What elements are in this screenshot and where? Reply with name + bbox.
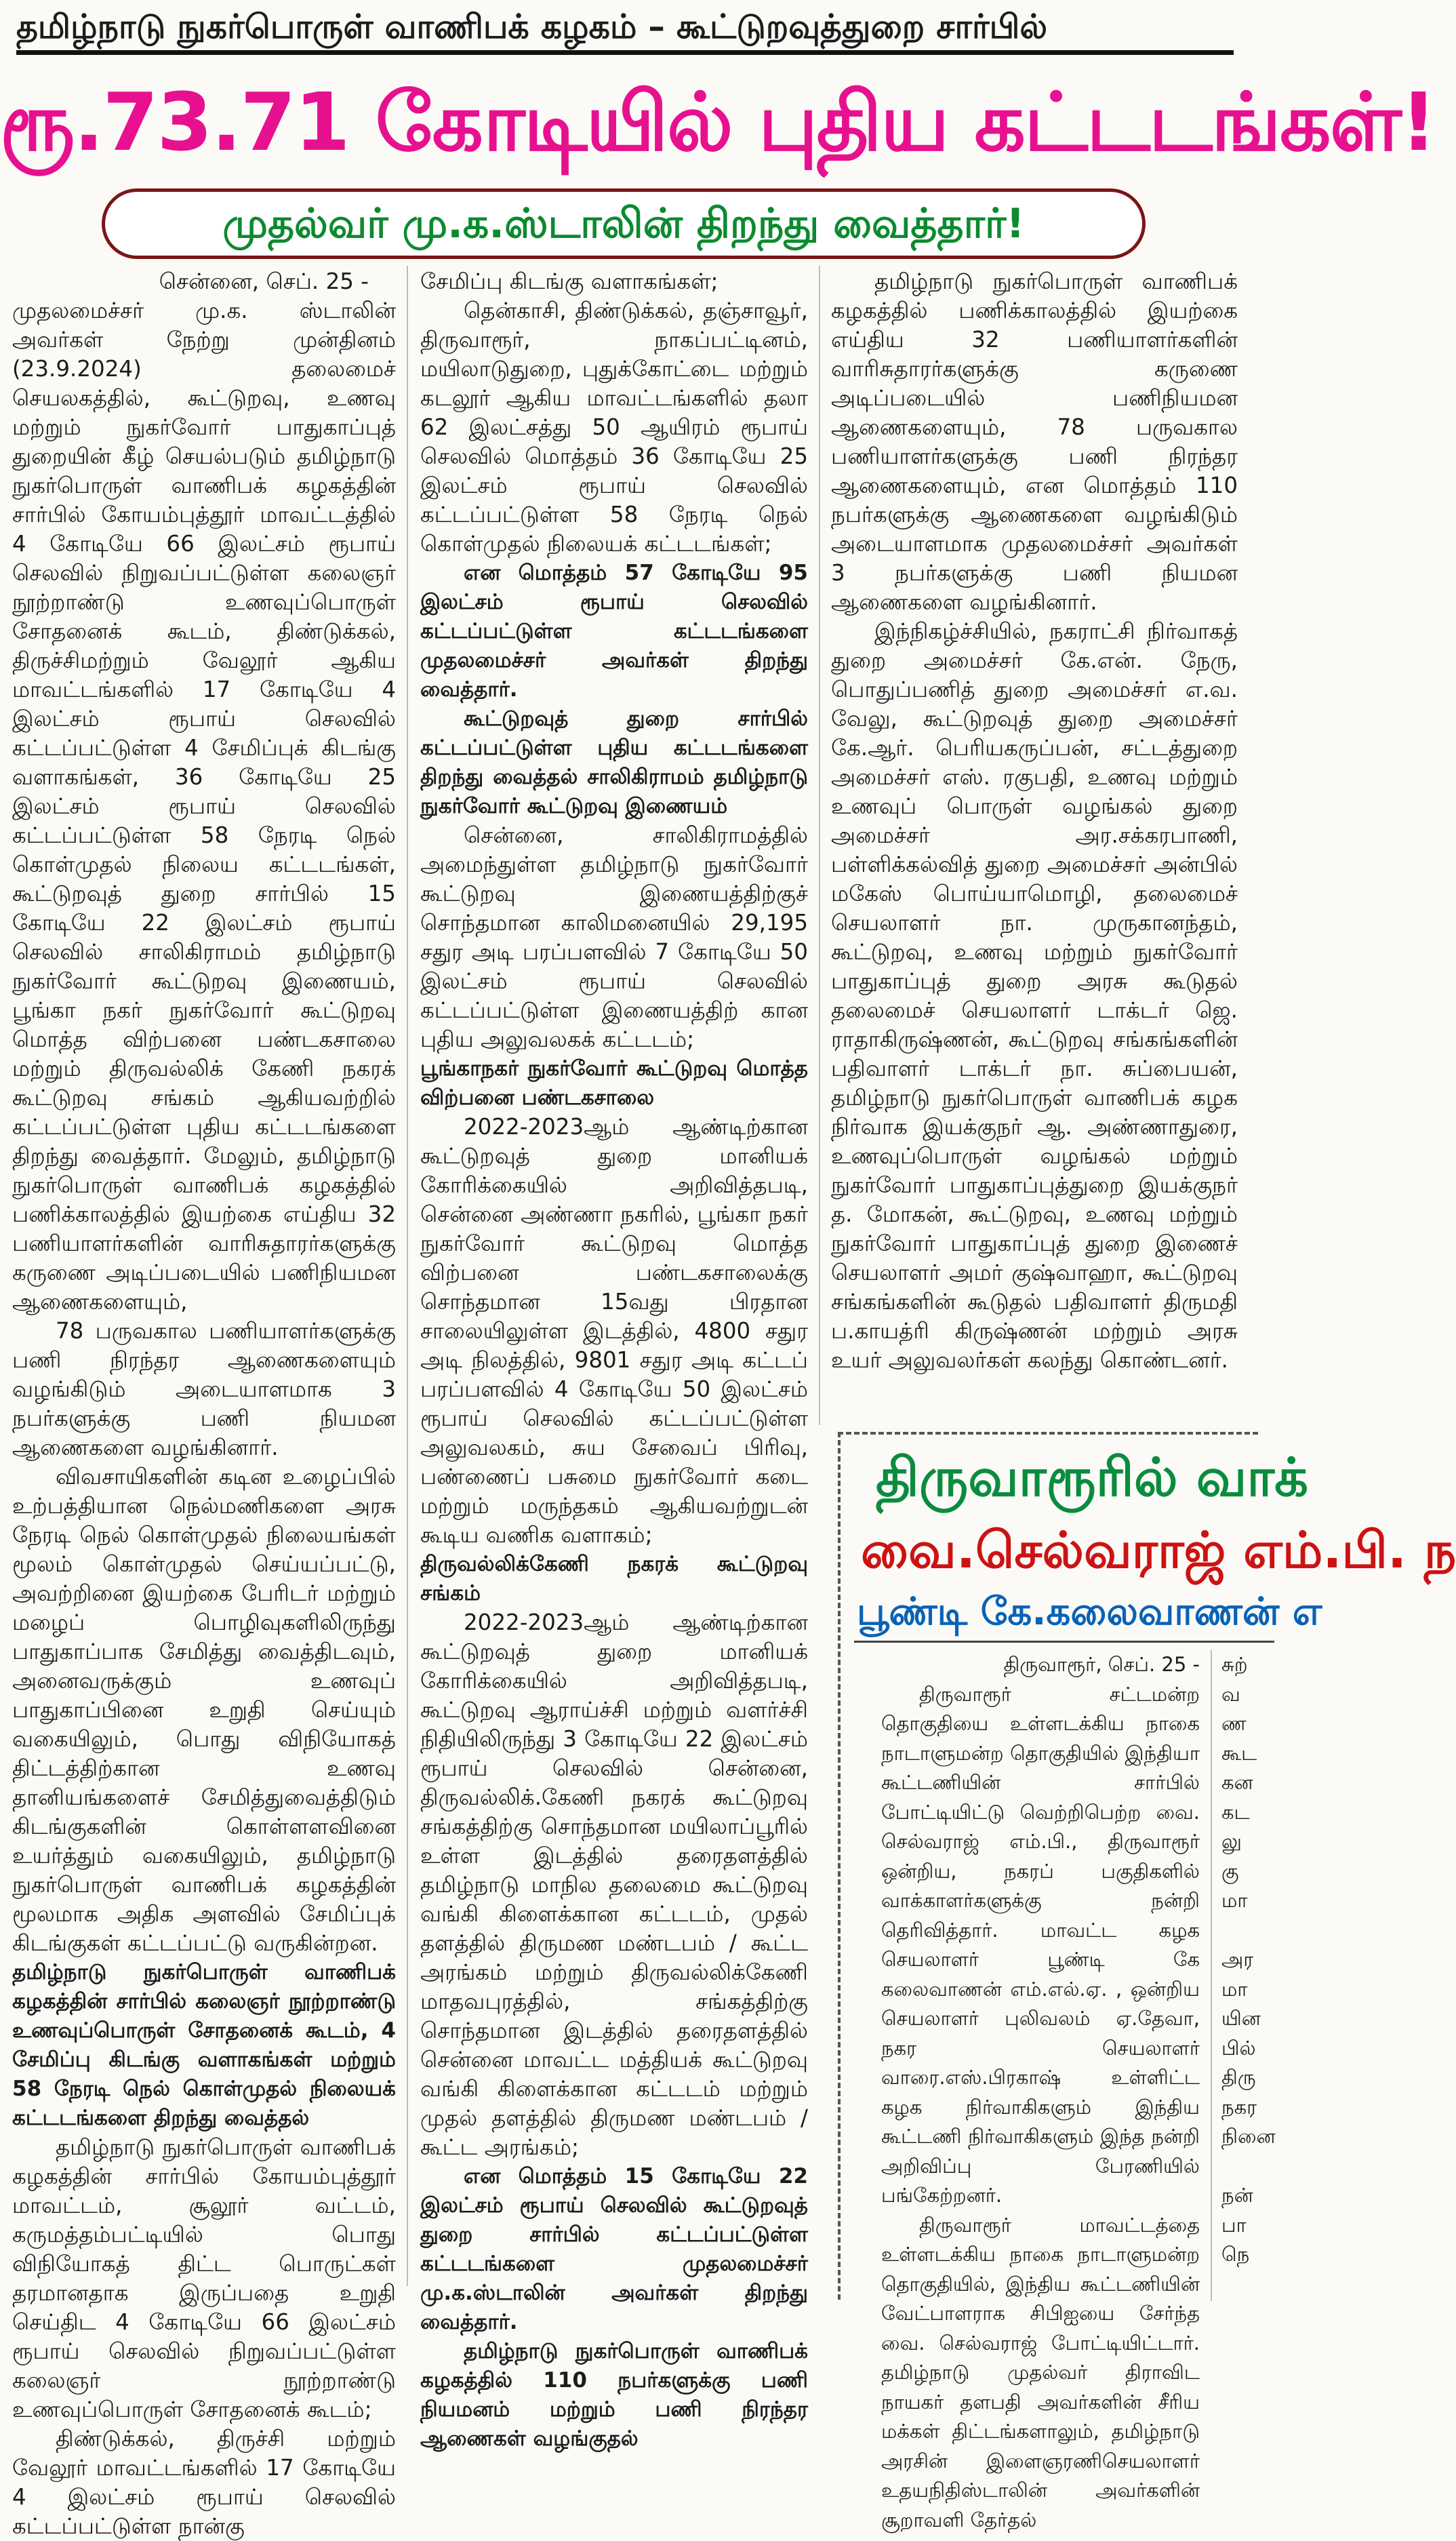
column-divider [407,266,408,2286]
paragraph: விவசாயிகளின் கடின உழைப்பில் உற்பத்தியான நெல்மணிகளை அரசு நேரடி நெல் கொள்முதல் நிலையங்கள் மூலம் கொள்முதல் செய்யப்பட்டு, அவற்றினை இயற்கை பேரிடர் மற்றும் மழைப் பொழிவுகளிலிருந்து பாதுகாப்பாக சேமித்து வைத்திடவும், அனைவருக்கும் உணவுப் பாதுகாப்பினை உறுதி செய்யும் வகையிலும், பொது விநியோகத் திட்டத்திற்கான உணவு தானியங்களைச் சேமித்துவைத்திடும் கிடங்குகளின் கொள்ளளவினை உயர்த்தும் வகையிலும், தமிழ்நாடு நுகர்பொருள் வாணிபக் கழகத்தின் மூலமாக அதிக அளவில் சேமிப்புக் கிடங்குகள் கட்டப்பட்டு வருகின்றன. [12,1464,396,1956]
sidebar-paragraph: திருவாரூர் சட்டமன்ற தொகுதியை உள்ளடக்கிய நாகை நாடாளுமன்ற தொகுதியில் இந்தியா கூட்டணியின் சார்பில் போட்டியிட்டு வெற்றிபெற்ற வை. செல்வராஜ் எம்.பி., திருவாரூர் ஒன்றிய, நகரப் பகுதிகளில் வாக்காளர்களுக்கு நன்றி தெரிவித்தார். மாவட்ட கழக செயலாளர் பூண்டி கே கலைவாணன் எம்.எல்.ஏ. , ஒன்றிய செயலாளர் புலிவலம் ஏ.தேவா, நகர செயலாளர் வாரை.எஸ்.பிரகாஷ் உள்ளிட்ட கழக நிர்வாகிகளும் இந்திய கூட்டணி நிர்வாகிகளும் இந்த நன்றி அறிவிப்பு பேரணியில் பங்கேற்றனர். [881,1682,1200,2207]
paragraph: தமிழ்நாடு நுகர்பொருள் வாணிபக் கழகத்தின் சார்பில் கோயம்புத்தூர் மாவட்டம், சூலூர் வட்டம், கருமத்தம்பட்டியில் பொது விநியோகத் திட்ட பொருட்கள் தரமானதாக இருப்பதை உறுதி செய்திட 4 கோடியே 66 இலட்சம் ரூபாய் செலவில் நிறுவப்பட்டுள்ள கலைஞர் நூற்றாண்டு உணவுப்பொருள் சோதனைக் கூடம்; [12,2134,396,2422]
column-divider [819,266,820,1425]
sidebar-body [881,1650,1200,2535]
article-column-1 [12,267,396,2541]
sidebar-adjacent-column: சுற் வ ண கூட கன கட லு கு மா அர மா யின பில் திரு நகர நினை நன் பா நெ [1221,1653,1276,2266]
article-column-2 [420,267,808,2454]
paragraph: தமிழ்நாடு நுகர்பொருள் வாணிபக் கழகத்தில் பணிக்காலத்தில் இயற்கை எய்திய 32 பணியாளர்களின் வாரிசுதாரர்களுக்கு கருணை அடிப்படையில் பணிநியமன ஆணைகளையும், 78 பருவகால பணியாளர்களுக்கு பணி நிரந்தர ஆணைகளையும், என மொத்தம் 110 நபர்களுக்கு ஆணைகளை வழங்கிடும் அடையாளமாக முதலமைச்சர் அவர்கள் 3 நபர்களுக்கு பணி நியமன ஆணைகளை வழங்கினார். [831,268,1238,615]
subheadline-box [102,188,1146,259]
masthead-text: தமிழ்நாடு நுகர்பொருள் வாணிபக் கழகம் – கூட்டுறவுத்துறை சார்பில் [16,7,1048,46]
subhead: பூங்காநகர் நுகர்வோர் கூட்டுறவு மொத்த விற்பனை பண்டகசாலை [420,1056,808,1110]
subhead: என மொத்தம் 15 கோடியே 22 இலட்சம் ரூபாய் செலவில் கூட்டுறவுத் துறை சார்பில் கட்டப்பட்டுள்ள கட்டடங்களை முதலமைச்சர் மு.க.ஸ்டாலின் அவர்கள் திறந்து வைத்தார். [420,2164,808,2334]
sidebar-column-divider [1211,1650,1212,2301]
paragraph: சேமிப்பு கிடங்கு வளாகங்கள்; [420,268,719,294]
subhead: தமிழ்நாடு நுகர்பொருள் வாணிபக் கழகத்தின் சார்பில் கலைஞர் நூற்றாண்டு உணவுப்பொருள் சோதனைக் கூடம், 4 சேமிப்பு கிடங்கு வளாகங்கள் மற்றும் 58 நேரடி நெல் கொள்முதல் நிலையக் கட்டடங்களை திறந்து வைத்தல் [12,1960,396,2130]
sidebar-article [838,1432,1456,2532]
sidebar-headline-3: பூண்டி கே.கலைவாணன் எ [857,1590,1322,1634]
masthead [0,0,1246,58]
headline: ரூ.73.71 கோடியில் புதிய கட்டடங்கள்! [0,75,1436,169]
paragraph: 78 பருவகால பணியாளர்களுக்கு பணி நிரந்தர ஆணைகளையும் வழங்கிடும் அடையாளமாக 3 நபர்களுக்கு பணி நியமன ஆணைகளை வழங்கினார். [12,1318,396,1460]
sidebar-headline-2: வை.செல்வராஜ் எம்.பி. ந [861,1521,1456,1580]
masthead-rule [16,50,1234,55]
paragraph: தென்காசி, திண்டுக்கல், தஞ்சாவூர், திருவாரூர், நாகப்பட்டினம், மயிலாடுதுறை, புதுக்கோட்டை மற்றும் கடலூர் ஆகிய மாவட்டங்களில் தலா 62 இலட்சத்து 50 ஆயிரம் ரூபாய் செலவில் மொத்தம் 36 கோடியே 25 இலட்சம் ரூபாய் செலவில் கட்டப்பட்டுள்ள 58 நேரடி நெல் கொள்முதல் நிலையக் கட்டடங்கள்; [420,298,808,557]
subhead: கூட்டுறவுத் துறை சார்பில் கட்டப்பட்டுள்ள புதிய கட்டடங்களை திறந்து வைத்தல் சாலிகிராமம் தமிழ்நாடு நுகர்வோர் கூட்டுறவு இணையம் [420,706,808,818]
sidebar-paragraph: திருவாரூர் மாவட்டத்தை உள்ளடக்கிய நாகை நாடாளுமன்ற தொகுதியில், இந்திய கூட்டணியின் வேட்பாளராக சிபிஐயை சேர்ந்த வை. செல்வராஜ் போட்டியிட்டார். தமிழ்நாடு முதல்வர் திராவிட நாயகர் தளபதி அவர்களின் சீரிய மக்கள் திட்டங்களாலும், தமிழ்நாடு அரசின் இளைஞரணிசெயலாளர் உதயநிதிஸ்டாலின் அவர்களின் சூறாவளி தேர்தல் [881,2213,1200,2532]
subhead: தமிழ்நாடு நுகர்பொருள் வாணிபக் கழகத்தில் 110 நபர்களுக்கு பணி நியமனம் மற்றும் பணி நிரந்தர ஆணைகள் வழங்குதல் [420,2339,808,2451]
dateline: சென்னை, செப். 25 - [159,268,369,294]
paragraph: திண்டுக்கல், திருச்சி மற்றும் வேலூர் மாவட்டங்களில் 17 கோடியே 4 இலட்சம் ரூபாய் செலவில் கட்டப்பட்டுள்ள நான்கு [12,2426,396,2539]
paragraph: முதலமைச்சர் மு.க. ஸ்டாலின் அவர்கள் நேற்று முன்தினம் (23.9.2024) தலைமைச் செயலகத்தில், கூட்டுறவு, உணவு மற்றும் நுகர்வோர் பாதுகாப்புத் துறையின் கீழ் செயல்படும் தமிழ்நாடு நுகர்பொருள் வாணிபக் கழகத்தின் சார்பில் கோயம்புத்தூர் மாவட்டத்தில் 4 கோடியே 66 இலட்சம் ரூபாய் செலவில் நிறுவப்பட்டுள்ள கலைஞர் நூற்றாண்டு உணவுப்பொருள் சோதனைக் கூடம், திண்டுக்கல், திருச்சிமற்றும் வேலூர் ஆகிய மாவட்டங்களில் 17 கோடியே 4 இலட்சம் ரூபாய் செலவில் கட்டப்பட்டுள்ள 4 சேமிப்புக் கிடங்கு வளாகங்கள், 36 கோடியே 25 இலட்சம் ரூபாய் செலவில் கட்டப்பட்டுள்ள 58 நேரடி நெல் கொள்முதல் நிலைய கட்டடங்கள், கூட்டுறவுத் துறை சார்பில் 15 கோடியே 22 இலட்சம் ரூபாய் செலவில் சாலிகிராமம் தமிழ்நாடு நுகர்வோர் கூட்டுறவு இணையம், பூங்கா நகர் நுகர்வோர் கூட்டுறவு மொத்த விற்பனை பண்டகசாலை மற்றும் திருவல்லிக் கேணி நகரக் கூட்டுறவு சங்கம் ஆகியவற்றில் கட்டப்பட்டுள்ள புதிய கட்டடங்களை திறந்து வைத்தார். மேலும், தமிழ்நாடு நுகர்பொருள் வாணிபக் கழகத்தில் பணிக்காலத்தில் இயற்கை எய்திய 32 பணியாளர்களின் வாரிசுதாரர்களுக்கு கருணை அடிப்படையில் பணிநியமன ஆணைகளையும், [12,298,396,1315]
paragraph: 2022-2023ஆம் ஆண்டிற்கான கூட்டுறவுத் துறை மானியக் கோரிக்கையில் அறிவித்தபடி, கூட்டுறவு ஆராய்ச்சி மற்றும் வளர்ச்சி நிதியிலிருந்து 3 கோடியே 22 இலட்சம் ரூபாய் செலவில் சென்னை, திருவல்லிக்.கேணி நகரக் கூட்டுறவு சங்கத்திற்கு சொந்தமான மயிலாப்பூரில் உள்ள இடத்தில் தரைதளத்தில் தமிழ்நாடு மாநில தலைமை கூட்டுறவு வங்கி கிளைக்கான கட்டடம், முதல் தளத்தில் திருமண மண்டபம் / கூட்ட அரங்கம் மற்றும் திருவல்லிக்கேணி மாதவபுரத்தில், சங்கத்திற்கு சொந்தமான இடத்தில் தரைதளத்தில் சென்னை மாவட்ட மத்தியக் கூட்டுறவு வங்கி கிளைக்கான கட்டடம் மற்றும் முதல் தளத்தில் திருமண மண்டபம் / கூட்ட அரங்கம்; [420,1609,808,2160]
subheadline: முதல்வர் மு.க.ஸ்டாலின் திறந்து வைத்தார்! [222,200,1025,247]
article-column-3 [831,267,1238,1375]
subhead: என மொத்தம் 57 கோடியே 95 இலட்சம் ரூபாய் செலவில் கட்டப்பட்டுள்ள கட்டடங்களை முதலமைச்சர் அவர்கள் திறந்து வைத்தார். [420,561,808,702]
sidebar-headline-1: திருவாரூரில் வாக் [876,1447,1309,1508]
paragraph: 2022-2023ஆம் ஆண்டிற்கான கூட்டுறவுத் துறை மானியக் கோரிக்கையில் அறிவித்தபடி, சென்னை அண்ணா நகரில், பூங்கா நகர் நுகர்வோர் கூட்டுறவு மொத்த விற்பனை பண்டகசாலைக்கு சொந்தமான 15வது பிரதான சாலையிலுள்ள இடத்தில், 4800 சதுர அடி நிலத்தில், 9801 சதுர அடி கட்டப் பரப்பளவில் 4 கோடியே 50 இலட்சம் ரூபாய் செலவில் கட்டப்பட்டுள்ள அலுவலகம், சுய சேவைப் பிரிவு, பண்ணைப் பசுமை நுகர்வோர் கடை மற்றும் மருந்தகம் ஆகியவற்றுடன் கூடிய வணிக வளாகம்; [420,1114,808,1548]
sidebar-dateline: திருவாரூர், செப். 25 - [1003,1653,1200,1676]
paragraph: சென்னை, சாலிகிராமத்தில் அமைந்துள்ள தமிழ்நாடு நுகர்வோர் கூட்டுறவு இணையத்திற்குச் சொந்தமான காலிமனையில் 29,195 சதுர அடி பரப்பளவில் 7 கோடியே 50 இலட்சம் ரூபாய் செலவில் கட்டப்பட்டுள்ள இணையத்திற் கான புதிய அலுவலகக் கட்டடம்; [420,822,808,1052]
subhead: திருவல்லிக்கேணி நகரக் கூட்டுறவு சங்கம் [420,1552,808,1605]
paragraph: இந்நிகழ்ச்சியில், நகராட்சி நிர்வாகத் துறை அமைச்சர் கே.என். நேரு, பொதுப்பணித் துறை அமைச்சர் எ.வ. வேலு, கூட்டுறவுத் துறை அமைச்சர் கே.ஆர். பெரியகருப்பன், சட்டத்துறை அமைச்சர் எஸ். ரகுபதி, உணவு மற்றும் உணவுப் பொருள் வழங்கல் துறை அமைச்சர் அர.சக்கரபாணி, பள்ளிக்கல்வித் துறை அமைச்சர் அன்பில் மகேஸ் பொய்யாமொழி, தலைமைச் செயலாளர் நா. முருகானந்தம், கூட்டுறவு, உணவு மற்றும் நுகர்வோர் பாதுகாப்புத் துறை அரசு கூடுதல் தலைமைச் செயலாளர் டாக்டர் ஜெ. ராதாகிருஷ்ணன், கூட்டுறவு சங்கங்களின் பதிவாளர் டாக்டர் நா. சுப்பையன், தமிழ்நாடு நுகர்பொருள் வாணிபக் கழக நிர்வாக இயக்குநர் ஆ. அண்ணாதுரை, உணவுப்பொருள் வழங்கல் மற்றும் நுகர்வோர் பாதுகாப்புத்துறை இயக்குநர் த. மோகன், கூட்டுறவு, உணவு மற்றும் நுகர்வோர் பாதுகாப்புத் துறை இணைச் செயலாளர் அமர் குஷ்வாஹா, கூட்டுறவு சங்கங்களின் கூடுதல் பதிவாளர் திருமதி ப.காயத்ரி கிருஷ்ணன் மற்றும் அரசு உயர் அலுவலர்கள் கலந்து கொண்டனர். [831,618,1238,1373]
sidebar-rule [854,1641,1274,1643]
